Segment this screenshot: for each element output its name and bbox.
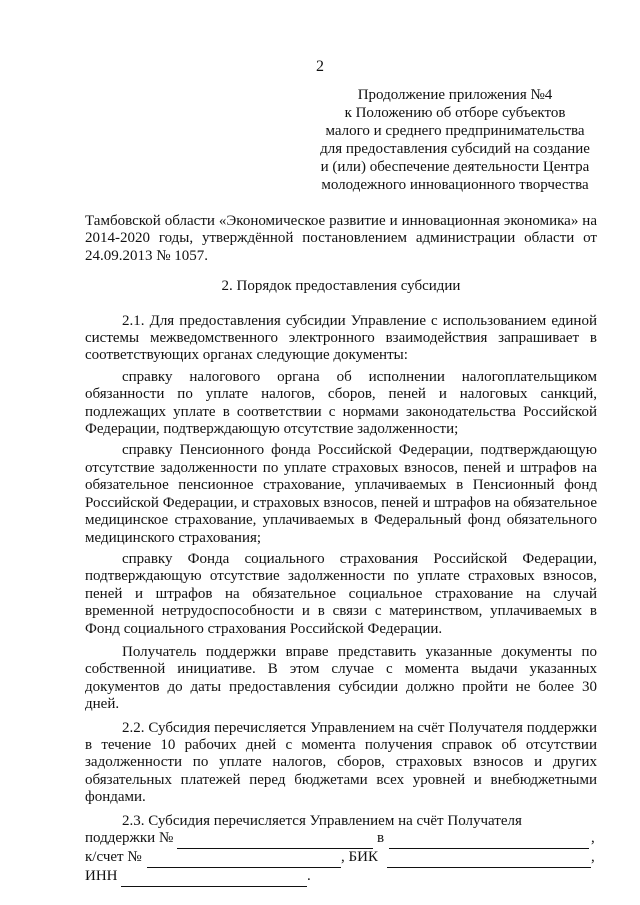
intro-paragraph: Тамбовской области «Экономическое развитие и инновационная экономика» на 2014-2020 годы, утверждённой постановлением администрации области от 24.09.2013 № 1057. bbox=[85, 213, 597, 264]
appendix-line: Продолжение приложения №4 bbox=[357, 87, 553, 103]
account-label: поддержки № bbox=[85, 830, 174, 846]
appendix-header bbox=[305, 86, 605, 194]
appendix-line: молодежного инновационного творчества bbox=[321, 177, 589, 193]
inn-label: ИНН bbox=[85, 868, 118, 884]
document-item-tax: справку налогового органа об исполнении налогоплательщиком обязанности по уплате налогов, сборов, пеней и налоговых санкций, подлежащих уплате в соответствии с нормами законодательства Российской Федерации, подтверждающую отсутствие задолженности; bbox=[85, 368, 597, 438]
bik-label: , БИК bbox=[341, 849, 378, 865]
comma: , bbox=[591, 830, 595, 846]
document-body bbox=[85, 213, 597, 890]
bank-name-field[interactable] bbox=[389, 830, 589, 849]
section-heading: 2. Порядок предоставления субсидии bbox=[221, 278, 461, 295]
bank-details-fields bbox=[85, 830, 597, 890]
page-number: 2 bbox=[316, 58, 324, 75]
document-item-social: справку Фонда социального страхования Российской Федерации, подтверждающую отсутствие задолженности по уплате страховых взносов, пеней и штрафов на обязательное социальное страхование на случай временной нетрудоспособности и в связи с материнством, уплачиваемых в Фонд социального страхования Российской Федерации. bbox=[85, 550, 597, 637]
corr-account-field[interactable] bbox=[147, 849, 341, 868]
bank-label: в bbox=[377, 830, 385, 846]
appendix-line: малого и среднего предпринимательства bbox=[325, 123, 585, 139]
corr-account-label: к/счет № bbox=[85, 849, 142, 865]
document-item-pension: справку Пенсионного фонда Российской Федерации, подтверждающую отсутствие задолженности по уплате страховых взносов, пеней и штрафов на обязательное пенсионное страхование, уплачиваемых в Пенсионный фонд Российской Федерации, и страховых взносов, пеней и штрафов на обязательное медицинское страхование, уплачиваемых в Федеральный фонд обязательного медицинского страхования; bbox=[85, 442, 597, 546]
paragraph-2-2: 2.2. Субсидия перечисляется Управлением на счёт Получателя поддержки в течение 10 рабочих дней с момента получения справок об отсутствии задолженности по уплате налогов, сборов, страховых взносов и других обязательных платежей перед бюджетами всех уровней и внебюджетными фондами. bbox=[85, 719, 597, 806]
comma: , bbox=[591, 849, 595, 865]
paragraph-2-3: 2.3. Субсидия перечисляется Управлением на счёт Получателя bbox=[122, 812, 522, 829]
appendix-line: и (или) обеспечение деятельности Центра bbox=[320, 159, 590, 175]
paragraph-2-1: 2.1. Для предоставления субсидии Управление с использованием единой системы межведомственного электронного взаимодействия запрашивает в соответствующих органах следующие документы: bbox=[85, 312, 597, 364]
recipient-paragraph: Получатель поддержки вправе представить указанные документы по собственной инициативе. В этом случае с момента выдачи указанных документов до даты предоставления субсидии должно пройти не более 30 дней. bbox=[85, 643, 597, 713]
appendix-line: для предоставления субсидий на создание bbox=[320, 141, 590, 157]
account-number-field[interactable] bbox=[177, 830, 373, 849]
inn-field[interactable] bbox=[121, 868, 307, 887]
appendix-line: к Положению об отборе субъектов bbox=[344, 105, 566, 121]
period: . bbox=[307, 868, 311, 884]
bik-field[interactable] bbox=[387, 849, 591, 868]
